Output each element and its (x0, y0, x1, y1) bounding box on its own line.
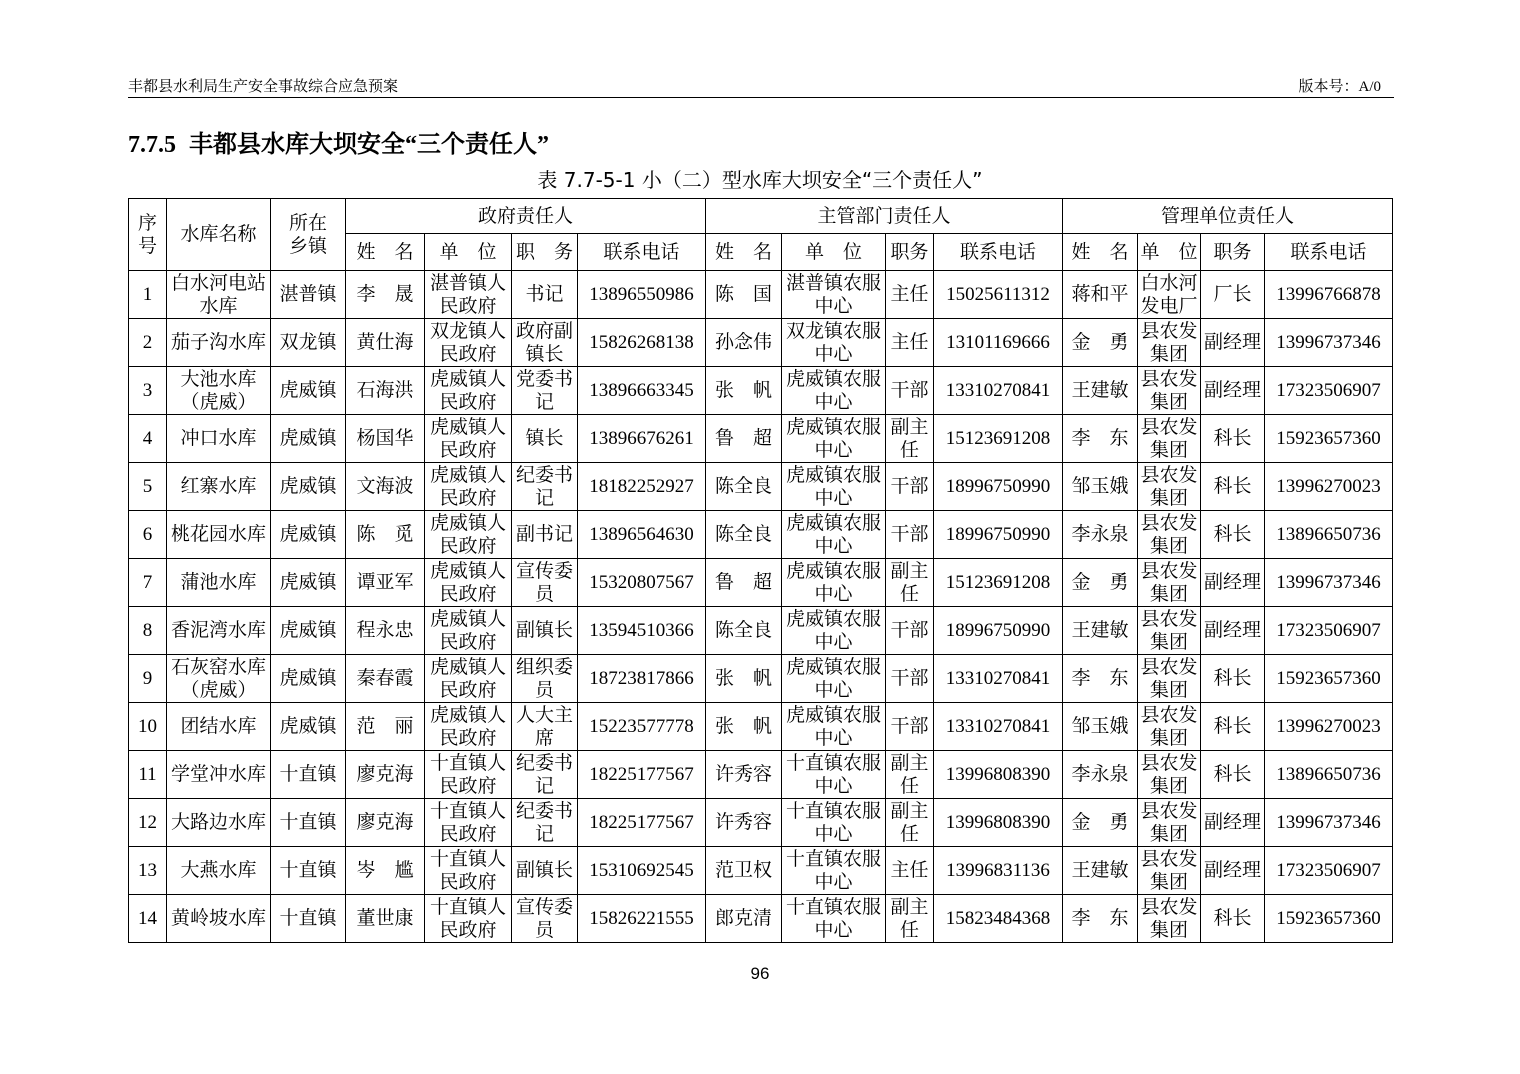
gov-phone-cell: 18225177567 (578, 799, 706, 847)
dept-unit-cell: 双龙镇农服 中心 (782, 319, 886, 367)
mgmt-phone-cell: 13996766878 (1265, 271, 1393, 319)
col-header-mgmt-unit: 单 位 (1138, 234, 1201, 271)
dept-unit-cell: 十直镇农服 中心 (782, 799, 886, 847)
dept-unit-cell: 虎威镇农服 中心 (782, 463, 886, 511)
mgmt-title-cell: 科长 (1201, 751, 1265, 799)
col-header-dept-title: 职务 (886, 234, 934, 271)
seq-cell: 6 (129, 511, 167, 559)
mgmt-title-cell: 科长 (1201, 703, 1265, 751)
reservoir-name-cell: 黄岭坡水库 (167, 895, 271, 943)
table-row (129, 895, 1393, 943)
town-cell: 虎威镇 (271, 415, 346, 463)
gov-contact-name-cell: 李 晟 (346, 271, 425, 319)
dept-unit-cell: 虎威镇农服 中心 (782, 607, 886, 655)
reservoir-name-cell: 团结水库 (167, 703, 271, 751)
dept-phone-cell: 15123691208 (934, 559, 1063, 607)
table-row (129, 559, 1393, 607)
col-header-gov-title: 职 务 (512, 234, 578, 271)
dept-title-cell: 副主 任 (886, 799, 934, 847)
mgmt-unit-cell: 县农发 集团 (1138, 511, 1201, 559)
dept-title-cell: 干部 (886, 463, 934, 511)
mgmt-unit-cell: 县农发 集团 (1138, 319, 1201, 367)
gov-title-cell: 宣传委 员 (512, 559, 578, 607)
gov-phone-cell: 15310692545 (578, 847, 706, 895)
mgmt-unit-cell: 县农发 集团 (1138, 847, 1201, 895)
gov-unit-cell: 虎威镇人 民政府 (425, 367, 512, 415)
reservoir-name-cell: 蒲池水库 (167, 559, 271, 607)
dept-title-cell: 主任 (886, 847, 934, 895)
col-header-gov-name: 姓 名 (346, 234, 425, 271)
gov-unit-cell: 虎威镇人 民政府 (425, 607, 512, 655)
seq-cell: 3 (129, 367, 167, 415)
col-header-dept-unit: 单 位 (782, 234, 886, 271)
col-header-dept-phone: 联系电话 (934, 234, 1063, 271)
reservoir-name-cell: 茄子沟水库 (167, 319, 271, 367)
dept-title-cell: 干部 (886, 655, 934, 703)
gov-title-cell: 书记 (512, 271, 578, 319)
gov-title-cell: 纪委书 记 (512, 751, 578, 799)
seq-cell: 4 (129, 415, 167, 463)
mgmt-contact-name-cell: 邹玉娥 (1063, 463, 1138, 511)
dept-contact-name-cell: 鲁 超 (706, 559, 782, 607)
col-header-seq: 序 号 (129, 199, 167, 271)
mgmt-title-cell: 副经理 (1201, 799, 1265, 847)
document-title: 丰都县水利局生产安全事故综合应急预案 (128, 79, 399, 95)
dept-contact-name-cell: 孙念伟 (706, 319, 782, 367)
header-row-groups (129, 199, 1393, 234)
dept-phone-cell: 13310270841 (934, 703, 1063, 751)
mgmt-contact-name-cell: 李永泉 (1063, 751, 1138, 799)
dept-title-cell: 干部 (886, 367, 934, 415)
mgmt-contact-name-cell: 金 勇 (1063, 319, 1138, 367)
dept-phone-cell: 15123691208 (934, 415, 1063, 463)
seq-cell: 10 (129, 703, 167, 751)
mgmt-phone-cell: 13996270023 (1265, 463, 1393, 511)
town-cell: 虎威镇 (271, 463, 346, 511)
seq-cell: 5 (129, 463, 167, 511)
reservoir-name-cell: 石灰窑水库 （虎威） (167, 655, 271, 703)
dept-phone-cell: 13996808390 (934, 751, 1063, 799)
mgmt-unit-cell: 县农发 集团 (1138, 703, 1201, 751)
dept-contact-name-cell: 陈全良 (706, 463, 782, 511)
dept-title-cell: 副主 任 (886, 895, 934, 943)
table-row (129, 703, 1393, 751)
dept-phone-cell: 15823484368 (934, 895, 1063, 943)
dept-unit-cell: 湛普镇农服 中心 (782, 271, 886, 319)
dept-contact-name-cell: 许秀容 (706, 751, 782, 799)
dept-phone-cell: 13310270841 (934, 655, 1063, 703)
gov-title-cell: 宣传委 员 (512, 895, 578, 943)
col-header-gov-phone: 联系电话 (578, 234, 706, 271)
gov-contact-name-cell: 岑 尴 (346, 847, 425, 895)
mgmt-title-cell: 厂长 (1201, 271, 1265, 319)
mgmt-contact-name-cell: 蒋和平 (1063, 271, 1138, 319)
section-title: 丰都县水库大坝安全“三个责任人” (189, 132, 549, 158)
gov-unit-cell: 十直镇人 民政府 (425, 751, 512, 799)
mgmt-unit-cell: 县农发 集团 (1138, 463, 1201, 511)
gov-unit-cell: 虎威镇人 民政府 (425, 415, 512, 463)
col-header-mgmt-title: 职务 (1201, 234, 1265, 271)
dept-title-cell: 干部 (886, 511, 934, 559)
gov-contact-name-cell: 董世康 (346, 895, 425, 943)
table-row (129, 271, 1393, 319)
gov-phone-cell: 15223577778 (578, 703, 706, 751)
mgmt-phone-cell: 17323506907 (1265, 607, 1393, 655)
group-header-department: 主管部门责任人 (706, 199, 1063, 234)
col-header-mgmt-phone: 联系电话 (1265, 234, 1393, 271)
seq-cell: 11 (129, 751, 167, 799)
dept-phone-cell: 13996808390 (934, 799, 1063, 847)
town-cell: 虎威镇 (271, 511, 346, 559)
reservoir-name-cell: 香泥湾水库 (167, 607, 271, 655)
seq-cell: 13 (129, 847, 167, 895)
gov-unit-cell: 虎威镇人 民政府 (425, 511, 512, 559)
table-row (129, 751, 1393, 799)
seq-cell: 8 (129, 607, 167, 655)
mgmt-unit-cell: 县农发 集团 (1138, 655, 1201, 703)
seq-cell: 9 (129, 655, 167, 703)
dept-unit-cell: 十直镇农服 中心 (782, 751, 886, 799)
town-cell: 虎威镇 (271, 703, 346, 751)
gov-title-cell: 纪委书 记 (512, 799, 578, 847)
gov-title-cell: 纪委书 记 (512, 463, 578, 511)
mgmt-unit-cell: 县农发 集团 (1138, 799, 1201, 847)
group-header-management: 管理单位责任人 (1063, 199, 1393, 234)
col-header-town: 所在 乡镇 (271, 199, 346, 271)
dept-unit-cell: 十直镇农服 中心 (782, 895, 886, 943)
dept-unit-cell: 虎威镇农服 中心 (782, 559, 886, 607)
dept-phone-cell: 13996831136 (934, 847, 1063, 895)
mgmt-title-cell: 副经理 (1201, 367, 1265, 415)
reservoir-name-cell: 白水河电站 水库 (167, 271, 271, 319)
mgmt-title-cell: 副经理 (1201, 607, 1265, 655)
mgmt-contact-name-cell: 金 勇 (1063, 799, 1138, 847)
dept-phone-cell: 18996750990 (934, 463, 1063, 511)
mgmt-contact-name-cell: 邹玉娥 (1063, 703, 1138, 751)
dept-title-cell: 干部 (886, 607, 934, 655)
gov-unit-cell: 十直镇人 民政府 (425, 799, 512, 847)
mgmt-phone-cell: 13896650736 (1265, 751, 1393, 799)
gov-phone-cell: 13896550986 (578, 271, 706, 319)
gov-title-cell: 镇长 (512, 415, 578, 463)
dept-unit-cell: 虎威镇农服 中心 (782, 703, 886, 751)
version-number: 版本号：A/0 (1298, 79, 1381, 95)
mgmt-unit-cell: 白水河 发电厂 (1138, 271, 1201, 319)
section-heading (128, 130, 549, 160)
table-row (129, 847, 1393, 895)
reservoir-name-cell: 红寨水库 (167, 463, 271, 511)
dept-phone-cell: 13101169666 (934, 319, 1063, 367)
reservoir-name-cell: 桃花园水库 (167, 511, 271, 559)
town-cell: 虎威镇 (271, 367, 346, 415)
dept-title-cell: 干部 (886, 703, 934, 751)
dept-contact-name-cell: 陈 国 (706, 271, 782, 319)
mgmt-contact-name-cell: 李 东 (1063, 655, 1138, 703)
town-cell: 虎威镇 (271, 607, 346, 655)
gov-contact-name-cell: 廖克海 (346, 751, 425, 799)
seq-cell: 1 (129, 271, 167, 319)
table-row (129, 799, 1393, 847)
town-cell: 十直镇 (271, 895, 346, 943)
dept-title-cell: 主任 (886, 271, 934, 319)
mgmt-title-cell: 副经理 (1201, 319, 1265, 367)
dept-unit-cell: 虎威镇农服 中心 (782, 655, 886, 703)
dept-contact-name-cell: 许秀容 (706, 799, 782, 847)
mgmt-phone-cell: 13996270023 (1265, 703, 1393, 751)
dept-contact-name-cell: 张 帆 (706, 703, 782, 751)
gov-phone-cell: 15826221555 (578, 895, 706, 943)
gov-contact-name-cell: 范 丽 (346, 703, 425, 751)
town-cell: 虎威镇 (271, 655, 346, 703)
mgmt-phone-cell: 15923657360 (1265, 655, 1393, 703)
gov-unit-cell: 虎威镇人 民政府 (425, 559, 512, 607)
mgmt-title-cell: 科长 (1201, 463, 1265, 511)
town-cell: 十直镇 (271, 799, 346, 847)
mgmt-phone-cell: 13996737346 (1265, 319, 1393, 367)
gov-title-cell: 党委书 记 (512, 367, 578, 415)
mgmt-title-cell: 科长 (1201, 511, 1265, 559)
town-cell: 十直镇 (271, 751, 346, 799)
mgmt-phone-cell: 15923657360 (1265, 895, 1393, 943)
gov-phone-cell: 15826268138 (578, 319, 706, 367)
gov-phone-cell: 18723817866 (578, 655, 706, 703)
mgmt-contact-name-cell: 王建敏 (1063, 367, 1138, 415)
mgmt-phone-cell: 15923657360 (1265, 415, 1393, 463)
reservoir-name-cell: 学堂冲水库 (167, 751, 271, 799)
gov-contact-name-cell: 文海波 (346, 463, 425, 511)
dept-phone-cell: 18996750990 (934, 607, 1063, 655)
dept-unit-cell: 虎威镇农服 中心 (782, 415, 886, 463)
dept-contact-name-cell: 范卫权 (706, 847, 782, 895)
table-body (129, 271, 1393, 943)
mgmt-unit-cell: 县农发 集团 (1138, 607, 1201, 655)
mgmt-unit-cell: 县农发 集团 (1138, 751, 1201, 799)
gov-phone-cell: 13594510366 (578, 607, 706, 655)
seq-cell: 2 (129, 319, 167, 367)
town-cell: 双龙镇 (271, 319, 346, 367)
mgmt-title-cell: 科长 (1201, 655, 1265, 703)
mgmt-phone-cell: 17323506907 (1265, 367, 1393, 415)
mgmt-contact-name-cell: 李永泉 (1063, 511, 1138, 559)
table-row (129, 415, 1393, 463)
reservoir-name-cell: 冲口水库 (167, 415, 271, 463)
gov-phone-cell: 18225177567 (578, 751, 706, 799)
col-header-gov-unit: 单 位 (425, 234, 512, 271)
gov-unit-cell: 十直镇人 民政府 (425, 847, 512, 895)
gov-contact-name-cell: 程永忠 (346, 607, 425, 655)
table-row (129, 607, 1393, 655)
dept-contact-name-cell: 陈全良 (706, 511, 782, 559)
table-caption: 表 7.7-5-1 小（二）型水库大坝安全“三个责任人” (537, 168, 983, 192)
dept-title-cell: 主任 (886, 319, 934, 367)
dept-title-cell: 副主 任 (886, 559, 934, 607)
gov-unit-cell: 虎威镇人 民政府 (425, 463, 512, 511)
town-cell: 湛普镇 (271, 271, 346, 319)
table-row (129, 511, 1393, 559)
mgmt-unit-cell: 县农发 集团 (1138, 559, 1201, 607)
responsible-persons-table (128, 198, 1393, 943)
mgmt-phone-cell: 13896650736 (1265, 511, 1393, 559)
mgmt-title-cell: 副经理 (1201, 847, 1265, 895)
dept-contact-name-cell: 张 帆 (706, 655, 782, 703)
dept-contact-name-cell: 张 帆 (706, 367, 782, 415)
mgmt-title-cell: 科长 (1201, 895, 1265, 943)
gov-title-cell: 副书记 (512, 511, 578, 559)
mgmt-unit-cell: 县农发 集团 (1138, 415, 1201, 463)
mgmt-contact-name-cell: 王建敏 (1063, 847, 1138, 895)
gov-phone-cell: 15320807567 (578, 559, 706, 607)
mgmt-title-cell: 科长 (1201, 415, 1265, 463)
dept-phone-cell: 15025611312 (934, 271, 1063, 319)
mgmt-title-cell: 副经理 (1201, 559, 1265, 607)
gov-unit-cell: 虎威镇人 民政府 (425, 703, 512, 751)
seq-cell: 7 (129, 559, 167, 607)
page-number: 96 (750, 964, 770, 983)
mgmt-phone-cell: 13996737346 (1265, 559, 1393, 607)
gov-title-cell: 副镇长 (512, 607, 578, 655)
dept-contact-name-cell: 郎克清 (706, 895, 782, 943)
gov-phone-cell: 18182252927 (578, 463, 706, 511)
gov-unit-cell: 双龙镇人 民政府 (425, 319, 512, 367)
dept-unit-cell: 虎威镇农服 中心 (782, 367, 886, 415)
section-number: 7.7.5 (128, 132, 176, 158)
gov-title-cell: 政府副 镇长 (512, 319, 578, 367)
running-header (128, 77, 1394, 98)
table-row (129, 367, 1393, 415)
town-cell: 十直镇 (271, 847, 346, 895)
dept-title-cell: 副主 任 (886, 415, 934, 463)
mgmt-contact-name-cell: 李 东 (1063, 895, 1138, 943)
reservoir-name-cell: 大燕水库 (167, 847, 271, 895)
gov-phone-cell: 13896663345 (578, 367, 706, 415)
dept-phone-cell: 18996750990 (934, 511, 1063, 559)
mgmt-phone-cell: 13996737346 (1265, 799, 1393, 847)
gov-contact-name-cell: 陈 觅 (346, 511, 425, 559)
reservoir-name-cell: 大池水库 （虎威） (167, 367, 271, 415)
gov-title-cell: 副镇长 (512, 847, 578, 895)
dept-title-cell: 副主 任 (886, 751, 934, 799)
gov-title-cell: 组织委 员 (512, 655, 578, 703)
gov-unit-cell: 虎威镇人 民政府 (425, 655, 512, 703)
gov-contact-name-cell: 黄仕海 (346, 319, 425, 367)
dept-contact-name-cell: 鲁 超 (706, 415, 782, 463)
table-header (129, 199, 1393, 271)
mgmt-contact-name-cell: 王建敏 (1063, 607, 1138, 655)
dept-unit-cell: 十直镇农服 中心 (782, 847, 886, 895)
mgmt-contact-name-cell: 金 勇 (1063, 559, 1138, 607)
dept-contact-name-cell: 陈全良 (706, 607, 782, 655)
gov-contact-name-cell: 杨国华 (346, 415, 425, 463)
gov-phone-cell: 13896564630 (578, 511, 706, 559)
gov-contact-name-cell: 廖克海 (346, 799, 425, 847)
col-header-dept-name: 姓 名 (706, 234, 782, 271)
town-cell: 虎威镇 (271, 559, 346, 607)
gov-contact-name-cell: 石海洪 (346, 367, 425, 415)
col-header-reservoir-name: 水库名称 (167, 199, 271, 271)
mgmt-unit-cell: 县农发 集团 (1138, 895, 1201, 943)
dept-unit-cell: 虎威镇农服 中心 (782, 511, 886, 559)
table-row (129, 319, 1393, 367)
seq-cell: 12 (129, 799, 167, 847)
gov-title-cell: 人大主 席 (512, 703, 578, 751)
table-row (129, 463, 1393, 511)
dept-phone-cell: 13310270841 (934, 367, 1063, 415)
gov-contact-name-cell: 谭亚军 (346, 559, 425, 607)
seq-cell: 14 (129, 895, 167, 943)
gov-contact-name-cell: 秦春霞 (346, 655, 425, 703)
mgmt-contact-name-cell: 李 东 (1063, 415, 1138, 463)
mgmt-unit-cell: 县农发 集团 (1138, 367, 1201, 415)
gov-unit-cell: 湛普镇人 民政府 (425, 271, 512, 319)
group-header-government: 政府责任人 (346, 199, 706, 234)
col-header-mgmt-name: 姓 名 (1063, 234, 1138, 271)
mgmt-phone-cell: 17323506907 (1265, 847, 1393, 895)
gov-phone-cell: 13896676261 (578, 415, 706, 463)
reservoir-name-cell: 大路边水库 (167, 799, 271, 847)
gov-unit-cell: 十直镇人 民政府 (425, 895, 512, 943)
table-row (129, 655, 1393, 703)
